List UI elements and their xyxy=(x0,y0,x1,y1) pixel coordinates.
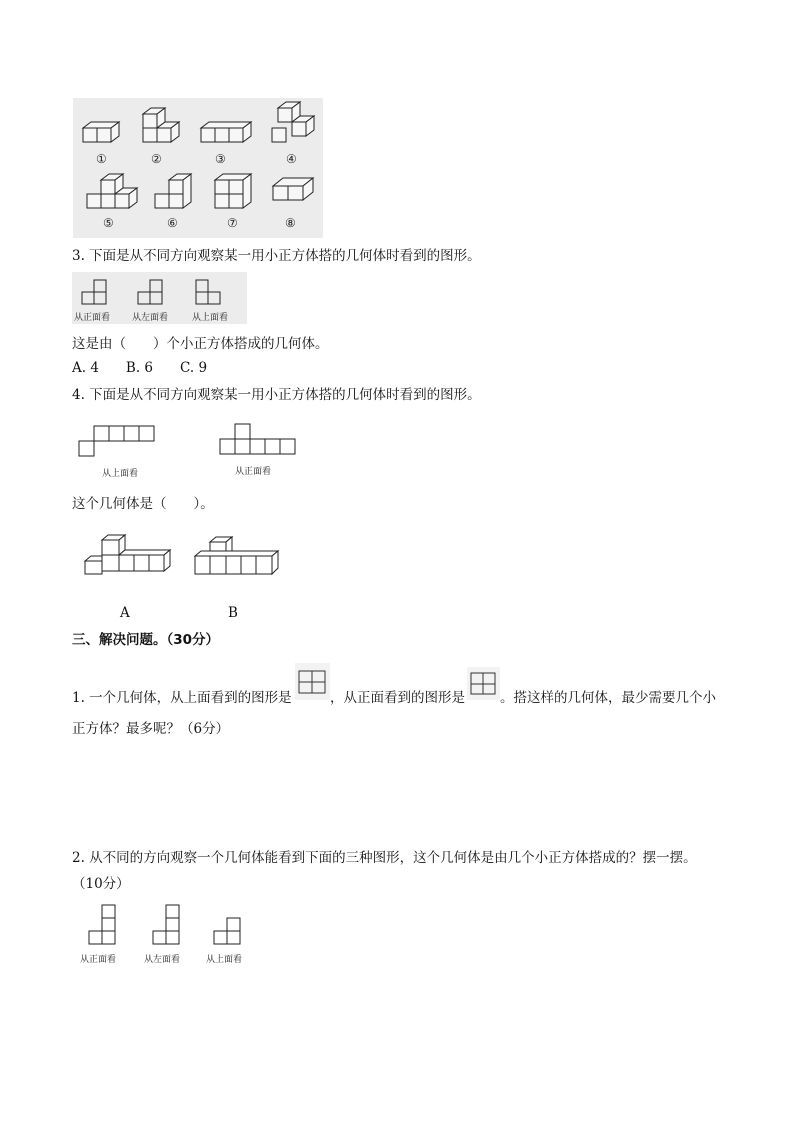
q4-view-label-front: 从正面看 xyxy=(235,467,272,477)
s3-q1-part3: 。搭这样的几何体，最少需要几个小 xyxy=(500,690,716,706)
q4-stem: 4. 下面是从不同方向观察某一用小正方体搭的几何体时看到的图形。 xyxy=(72,387,481,403)
q4-question: 这个几何体是（ ）。 xyxy=(72,496,214,512)
q3-stem: 3. 下面是从不同方向观察某一用小正方体搭的几何体时看到的图形。 xyxy=(72,248,481,264)
s3-q2-line2: （10分） xyxy=(72,876,130,892)
q4-choice-a[interactable]: A xyxy=(120,605,130,621)
s3-q1-front-view-figure xyxy=(467,667,500,700)
s3-q1-part2: ，从正面看到的图形是 xyxy=(330,690,465,706)
front-view-2-icon xyxy=(467,667,500,700)
s3-q2-views-diagram xyxy=(78,902,258,952)
q4-top-view-diagram xyxy=(76,424,166,464)
section-3-heading: 三、解决问题。（30分） xyxy=(72,632,220,648)
q3-question: 这是由（ ）个小正方体搭成的几何体。 xyxy=(72,336,329,352)
solid-label-6: ⑥ xyxy=(167,216,178,230)
figure-solids-1-to-8 xyxy=(73,98,323,238)
solid-label-8: ⑧ xyxy=(285,216,296,230)
s3-q1-top-view-figure xyxy=(295,663,330,700)
solid-label-1: ① xyxy=(96,152,107,166)
q3-views-figure xyxy=(72,272,247,324)
s3-q2-view-label-top: 从上面看 xyxy=(206,955,243,965)
s3-q2-views-figure xyxy=(78,902,258,968)
q4-front-view-diagram xyxy=(215,422,305,462)
q3-view-label-front: 从正面看 xyxy=(74,313,111,323)
s3-q1-line2: 正方体？最多呢？（6分） xyxy=(72,721,230,737)
solid-label-7: ⑦ xyxy=(227,216,238,230)
solid-label-5: ⑤ xyxy=(103,216,114,230)
q4-choice-b-figure xyxy=(192,534,284,582)
solid-label-4: ④ xyxy=(286,152,297,166)
q4-choice-b[interactable]: B xyxy=(228,605,238,621)
q4-view-label-top: 从上面看 xyxy=(102,469,139,479)
s3-q1-part1: 1. 一个几何体，从上面看到的图形是 xyxy=(72,690,292,706)
q4-solid-b-diagram xyxy=(192,534,284,582)
s3-q2-view-label-front: 从正面看 xyxy=(80,955,117,965)
q4-view-front xyxy=(215,422,305,482)
q4-choice-a-figure xyxy=(78,530,174,582)
q4-view-top xyxy=(76,424,166,484)
q3-options: A. 4 B. 6 C. 9 xyxy=(72,360,208,376)
solid-label-2: ② xyxy=(151,152,162,166)
s3-q2-line1: 2. 从不同的方向观察一个几何体能看到下面的三种图形，这个几何体是由几个小正方体搭成的？摆一摆。 xyxy=(72,850,697,866)
q3-view-label-left: 从左面看 xyxy=(132,313,169,323)
top-view-2x2-icon xyxy=(295,663,330,700)
q4-solid-a-diagram xyxy=(78,530,174,582)
solid-label-3: ③ xyxy=(215,152,226,166)
s3-q2-view-label-left: 从左面看 xyxy=(144,955,181,965)
q3-view-label-top: 从上面看 xyxy=(192,313,229,323)
